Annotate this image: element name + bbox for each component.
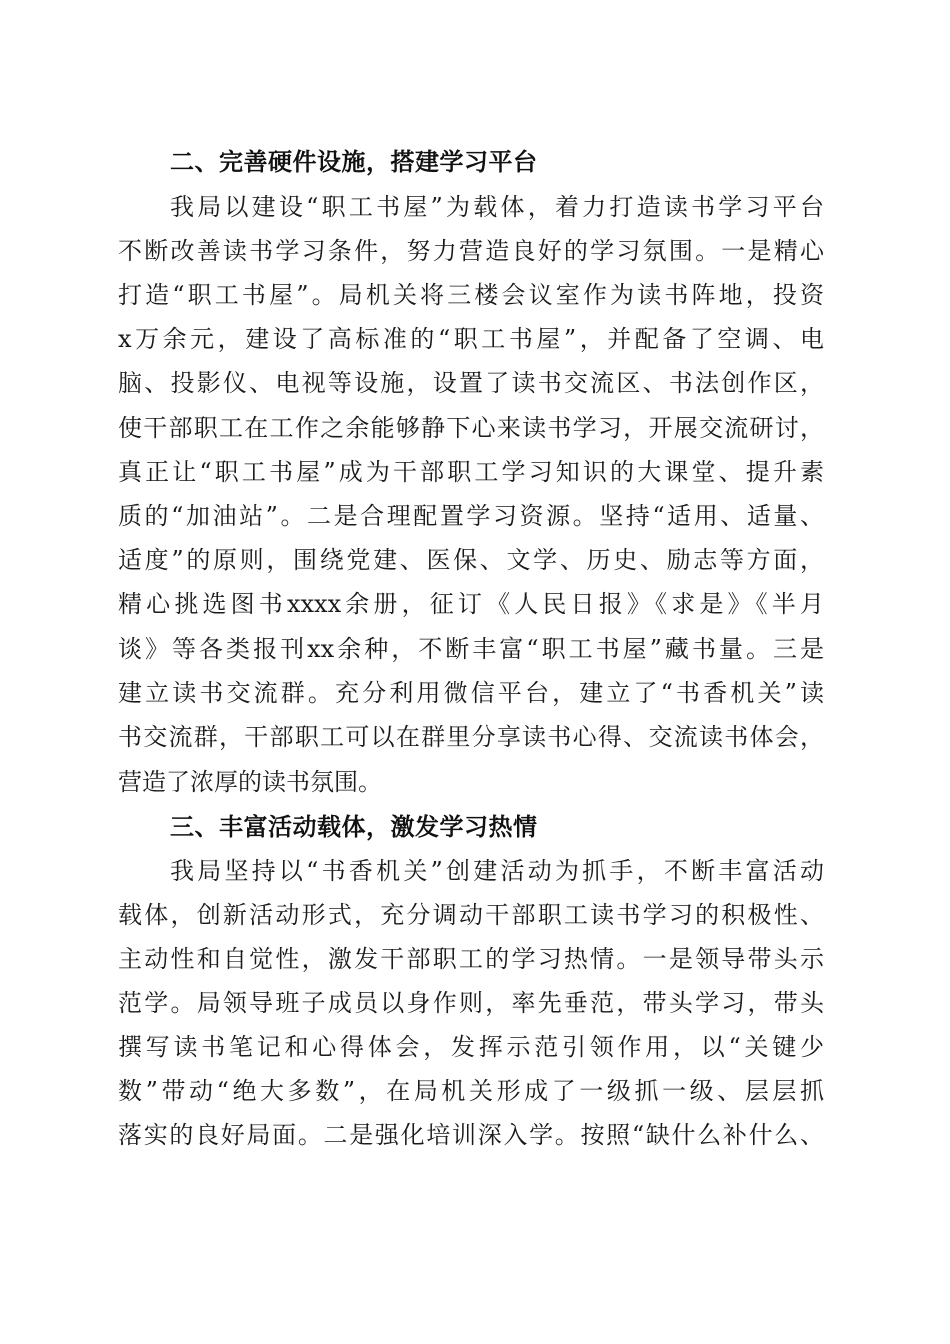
- section-heading-2: 二、完善硬件设施，搭建学习平台: [170, 148, 538, 176]
- paragraph-line: 范学。局领导班子成员以身作则，率先垂范，带头学习，带头: [118, 989, 824, 1017]
- paragraph-line: 建立读书交流群。充分利用微信平台，建立了“书香机关”读: [118, 679, 824, 707]
- paragraph-line: 我局坚持以“书香机关”创建活动为抓手，不断丰富活动: [170, 857, 824, 885]
- paragraph-line: 真正让“职工书屋”成为干部职工学习知识的大课堂、提升素: [118, 458, 824, 486]
- paragraph-line: 谈》等各类报刊xx余种，不断丰富“职工书屋”藏书量。三是: [118, 635, 824, 663]
- paragraph-line: x万余元，建设了高标准的“职工书屋”，并配备了空调、电: [118, 325, 824, 353]
- paragraph-line: 脑、投影仪、电视等设施，设置了读书交流区、书法创作区，: [118, 369, 824, 397]
- paragraph-line: 载体，创新活动形式，充分调动干部职工读书学习的积极性、: [118, 901, 824, 929]
- paragraph-line: 使干部职工在工作之余能够静下心来读书学习，开展交流研讨，: [118, 414, 824, 442]
- paragraph-line: 主动性和自觉性，激发干部职工的学习热情。一是领导带头示: [118, 945, 824, 973]
- paragraph-line: 质的“加油站”。二是合理配置学习资源。坚持“适用、适量、: [118, 502, 824, 530]
- paragraph-line: 书交流群，干部职工可以在群里分享读书心得、交流读书体会，: [118, 723, 824, 751]
- paragraph-line: 营造了浓厚的读书氛围。: [118, 768, 382, 796]
- paragraph-line: 我局以建设“职工书屋”为载体，着力打造读书学习平台: [170, 193, 824, 221]
- paragraph-line: 落实的良好局面。二是强化培训深入学。按照“缺什么补什么、: [118, 1121, 824, 1149]
- paragraph-line: 不断改善读书学习条件，努力营造良好的学习氛围。一是精心: [118, 237, 824, 265]
- section-heading-3: 三、丰富活动载体，激发学习热情: [170, 813, 538, 841]
- paragraph-line: 精心挑选图书xxxx余册，征订《人民日报》《求是》《半月: [118, 590, 824, 618]
- paragraph-line: 数”带动“绝大多数”，在局机关形成了一级抓一级、层层抓: [118, 1077, 824, 1105]
- paragraph-line: 适度”的原则，围绕党建、医保、文学、历史、励志等方面，: [118, 546, 824, 574]
- paragraph-line: 撰写读书笔记和心得体会，发挥示范引领作用，以“关键少: [118, 1033, 824, 1061]
- paragraph-line: 打造“职工书屋”。局机关将三楼会议室作为读书阵地，投资: [118, 281, 824, 309]
